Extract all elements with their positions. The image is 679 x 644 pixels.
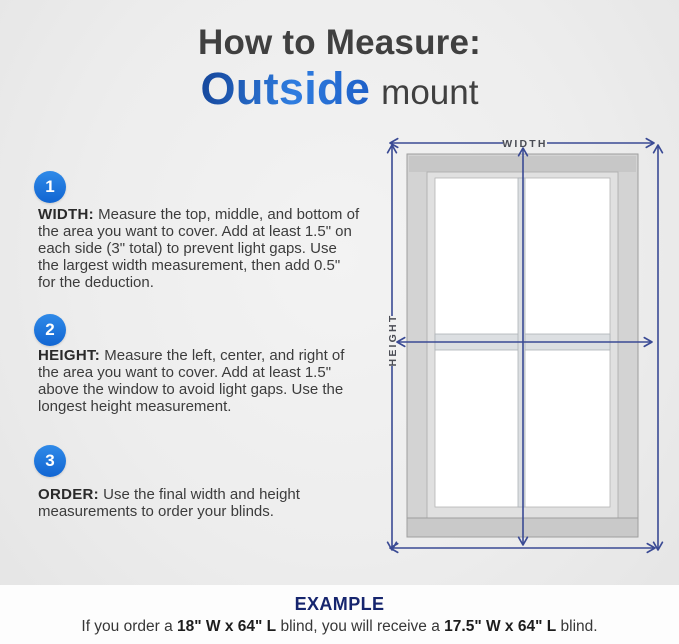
step-1-body: Measure the top, middle, and bottom of the area you want to cover. Add at least 1.5" on each side (3" total) to prevent light gaps. Use the largest width measurement, then add 0.5" for the deduction. [38,206,360,291]
page-title: How to Measure: [197,23,482,62]
step-2-label: HEIGHT: [38,347,101,364]
example-footer [0,585,679,644]
header [0,24,679,115]
step-1-badge [34,171,66,203]
example-part-2: blind, you will receive a [276,618,445,635]
step-1-number: 1 [45,177,55,196]
ordered-size: 18" W x 64" L [177,618,277,635]
example-sentence [0,618,679,636]
mount-type-highlight: Outside [200,62,371,114]
width-dimension-label: WIDTH [502,138,548,150]
window-measurement-diagram [378,130,679,578]
step-3-text [38,486,360,520]
step-1-label: WIDTH: [38,206,94,223]
example-heading: EXAMPLE [294,594,385,614]
step-3-body: Use the final width and height measurements to order your blinds. [38,486,300,520]
step-2-number: 2 [45,320,55,339]
page-subtitle [0,63,679,115]
step-1-text [38,206,360,291]
received-size: 17.5" W x 64" L [444,618,557,635]
step-2-body: Measure the left, center, and right of the area you want to cover. Add at least 1.5" above the window to avoid light gaps. Use the longest height measurement. [38,347,345,415]
example-part-3: blind. [556,618,598,635]
step-3-badge [34,445,66,477]
example-part-1: If you order a [81,618,178,635]
step-2-badge [34,314,66,346]
step-3-number: 3 [45,451,55,470]
step-3-label: ORDER: [38,486,99,503]
step-2-text [38,347,360,415]
mount-type-suffix: mount [381,72,479,112]
height-dimension-label: HEIGHT [387,313,399,367]
